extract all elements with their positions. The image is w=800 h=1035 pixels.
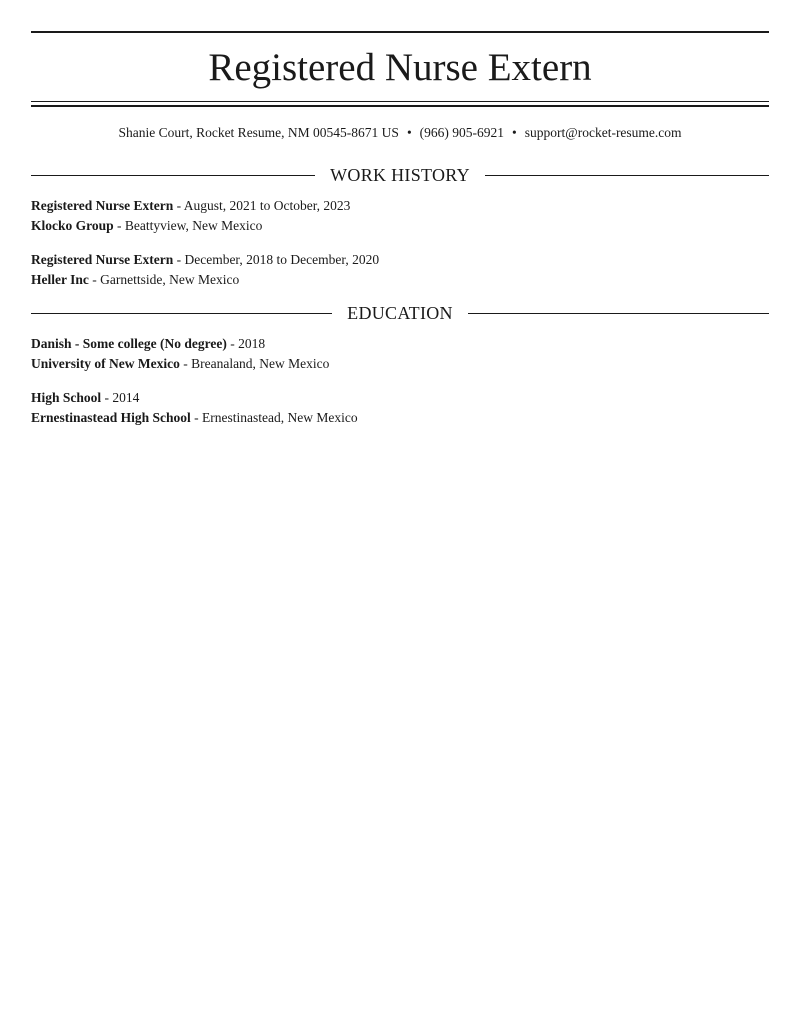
work-entry (31, 196, 769, 236)
dash: - (230, 336, 235, 351)
education-school: University of New Mexico (31, 356, 180, 371)
contact-separator: • (406, 125, 412, 140)
education-year: 2018 (238, 336, 266, 351)
dash: - (194, 410, 199, 425)
education-entry-school-row (31, 354, 769, 374)
education-entry (31, 388, 769, 428)
dash: - (104, 390, 110, 405)
dash: - (183, 356, 188, 371)
work-location: Garnettside, New Mexico (100, 272, 240, 287)
education-location: Breanaland, New Mexico (191, 356, 330, 371)
heading-rule-left (31, 175, 315, 176)
work-company: Heller Inc (31, 272, 89, 287)
work-role: Registered Nurse Extern (31, 198, 174, 213)
education-entry-degree-row (31, 334, 769, 354)
education-year: 2014 (112, 390, 140, 405)
work-history-heading (31, 163, 769, 187)
work-entry-title-row (31, 196, 769, 216)
education-school: Ernestinastead High School (31, 410, 191, 425)
dash: - (117, 218, 122, 233)
work-dates: December, 2018 to December, 2020 (184, 252, 380, 267)
contact-line (31, 124, 769, 142)
top-rule (31, 31, 769, 33)
contact-phone: (966) 905-6921 (419, 125, 505, 140)
education-entry-degree-row (31, 388, 769, 408)
contact-address: Shanie Court, Rocket Resume, NM 00545-8671 US (118, 125, 399, 140)
work-history-title: WORK HISTORY (330, 165, 470, 185)
education-entry-school-row (31, 408, 769, 428)
heading-rule-right (485, 175, 769, 176)
dash: - (176, 252, 182, 267)
education-title: EDUCATION (347, 303, 453, 323)
work-entry-title-row (31, 250, 769, 270)
work-location: Beattyview, New Mexico (124, 218, 263, 233)
double-rule (31, 101, 769, 107)
education-heading (31, 301, 769, 325)
work-company: Klocko Group (31, 218, 114, 233)
dash: - (92, 272, 97, 287)
heading-rule-right (468, 313, 769, 314)
work-entry-company-row (31, 216, 769, 236)
education-degree: High School (31, 390, 102, 405)
education-location: Ernestinastead, New Mexico (202, 410, 358, 425)
education-degree: Danish - Some college (No degree) (31, 336, 227, 351)
education-entry (31, 334, 769, 374)
dash: - (176, 198, 182, 213)
resume-name: Registered Nurse Extern (208, 46, 592, 89)
work-role: Registered Nurse Extern (31, 252, 174, 267)
work-dates: August, 2021 to October, 2023 (183, 198, 351, 213)
contact-email: support@rocket-resume.com (524, 125, 682, 140)
heading-rule-left (31, 313, 332, 314)
contact-separator: • (512, 125, 517, 140)
work-entry (31, 250, 769, 290)
work-entry-company-row (31, 270, 769, 290)
